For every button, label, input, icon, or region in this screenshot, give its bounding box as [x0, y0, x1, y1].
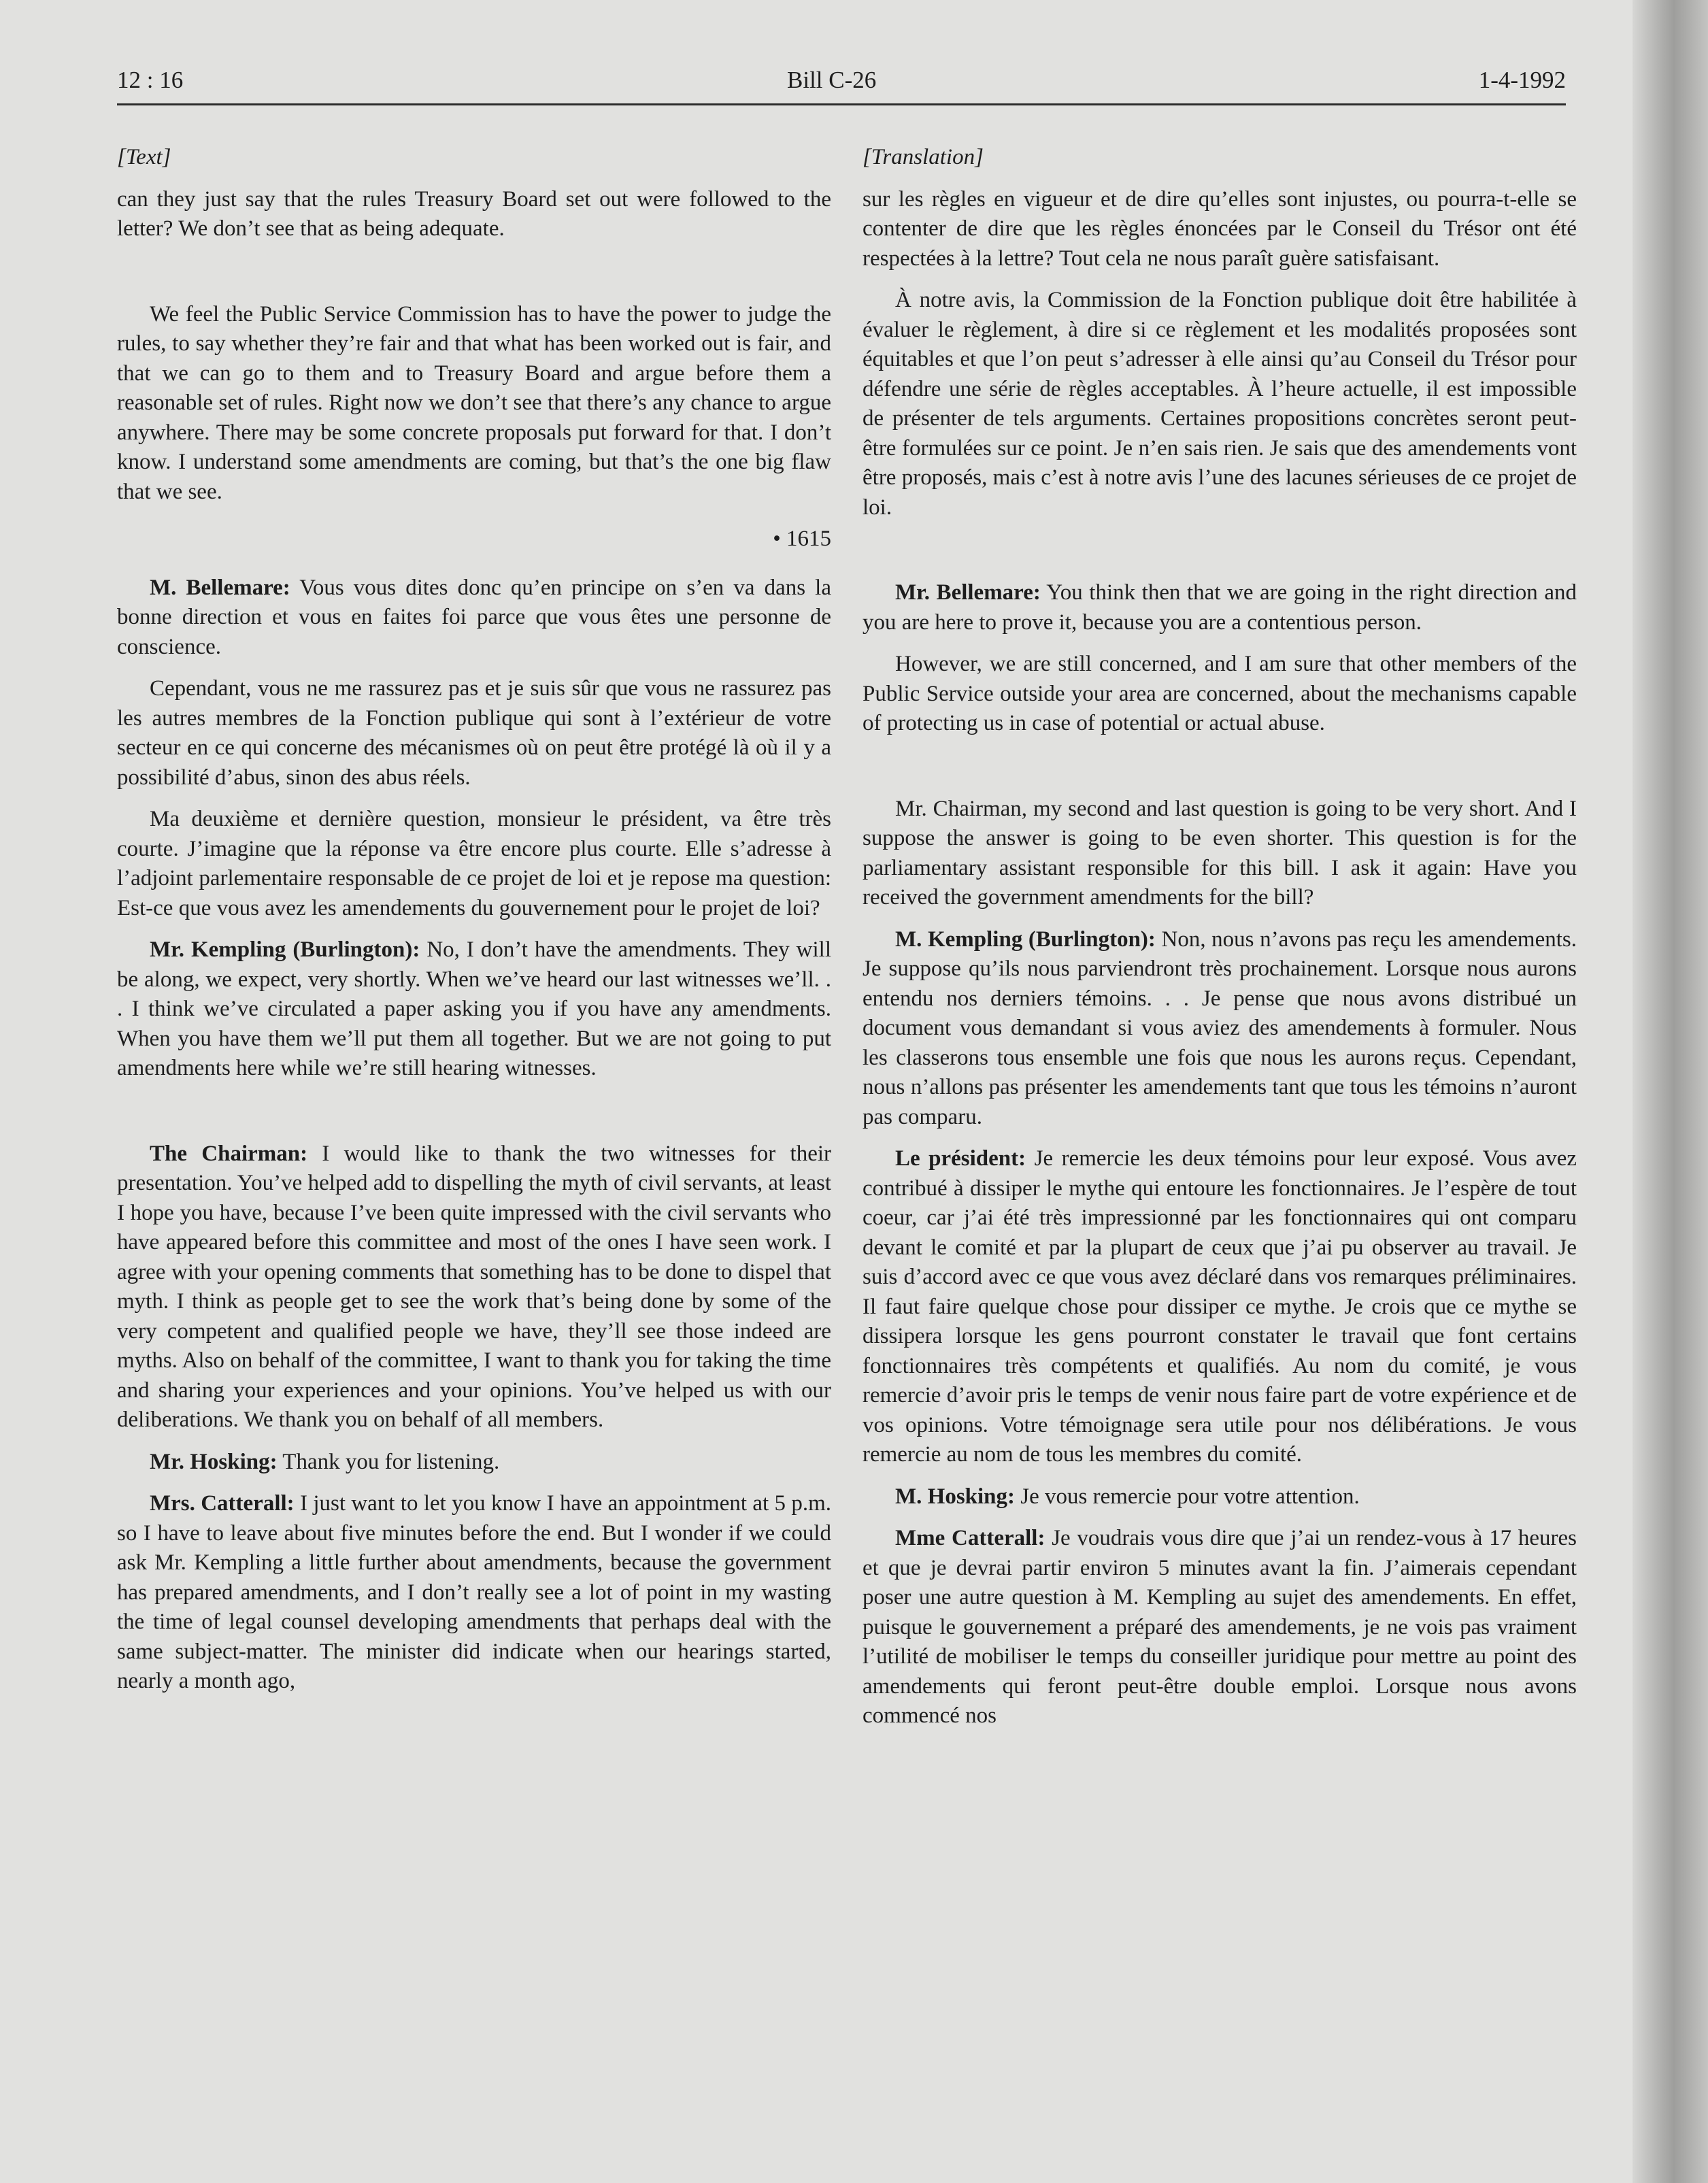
speaker-name: Mr. Kempling (Burlington): — [150, 937, 420, 962]
speaker-name: Mrs. Catterall: — [150, 1491, 295, 1516]
speech-text: No, I don’t have the amendments. They will be along, we expect, very shortly. When we’ve heard our last witnesses we’ll. . . I think we’ve circulated a paper asking you if you have any amendments. When you have them we’ll put them all together. But we are not going to put amendments here while we’re still hearing witnesses. — [117, 937, 832, 1080]
page-date: 1-4-1992 — [1478, 67, 1566, 93]
speech-paragraph — [117, 935, 831, 1084]
speech-paragraph — [117, 1139, 831, 1435]
english-column — [117, 143, 831, 1709]
speech-text: Je vous remercie pour votre attention. — [1020, 1484, 1360, 1509]
paragraph: Mr. Chairman, my second and last question is going to be very short. And I suppose the answer is going to be even shorter. This question is for the parliamentary assistant responsible for this bill. I ask it again: Have you received the government amendments for the bill? — [863, 796, 1577, 910]
paragraph: Cependant, vous ne me rassurez pas et je suis sûr que vous ne rassurez pas les autres membres de la Fonction publique qui sont à l’extérieur de votre secteur en ce qui concerne des mécanismes où on peut être protégé là où il y a possibilité d’abus, sinon des abus réels. — [117, 676, 831, 790]
speaker-name: Le président: — [895, 1146, 1026, 1171]
paragraph: We feel the Public Service Commission has to have the power to judge the rules, to say whether they’re fair and that what has been worked out is fair, and that we can go to them and to Treasury Board and argue before them a reasonable set of rules. Right now we don’t see that there’s any chance to argue anywhere. There may be some concrete proposals put forward for that. I don’t know. I understand some amendments are coming, but that’s the one big flaw that we see. — [117, 301, 831, 504]
speech-text: Vous vous dites donc qu’en principe on s’en va dans la bonne direction et vous en faites foi parce que vous êtes une personne de conscience. — [117, 575, 831, 659]
paragraph: sur les règles en vigueur et de dire qu’elles sont injustes, ou pourra-t-elle se contenter de dire que les règles énoncées par le Conseil du Trésor ont été respectées à la lettre? Tout cela ne nous paraît guère satisfaisant. — [863, 186, 1577, 271]
speaker-name: Mr. Bellemare: — [895, 580, 1041, 605]
paragraph: À notre avis, la Commission de la Fonction publique doit être habilitée à évaluer le règlement, à dire si ce règlement et les modalités proposées sont équitables et que l’on peut s’adresser à elle ainsi qu’au Conseil du Trésor pour défendre une série de règles acceptables. À l’heure actuelle, il est impossible de présenter de tels arguments. Certaines propositions concrètes seront peut-être formulées sur ce point. Je n’en sais rien. Je sais que des amendements vont être proposés, mais c’est à notre avis l’une des lacunes sérieuses de ce projet de loi. — [863, 288, 1577, 520]
speech-text: Non, nous n’avons pas reçu les amendements. Je suppose qu’ils nous parviendront très prochainement. Lorsque nous aurons entendu nos derniers témoins. . . Je pense que nous avons distribué un document vous demandant si vous aviez des amendements à formuler. Nous les classerons tous ensemble une fois que nous les aurons reçus. Cependant, nous n’allons pas présenter les amendements tant que tous les témoins n’auront pas comparu. — [863, 927, 1577, 1129]
speech-text: You think then that we are going in the right direction and you are here to prove it, because you are a contentious person. — [863, 580, 1577, 635]
speech-text: I just want to let you know I have an appointment at 5 p.m. so I have to leave about five minutes before the end. But I wonder if we could ask Mr. Kempling a little further about amendments, because the government has prepared amendments, and I don’t really see a lot of point in my wasting the time of legal counsel developing amendments that perhaps deal with the same subject-matter. The minister did indicate when our hearings started, nearly a month ago, — [117, 1491, 832, 1693]
speech-text: I would like to thank the two witnesses for their presentation. You’ve helped add to dispelling the myth of civil servants, at least I hope you have, because I’ve been quite impressed with the civil servants who have appeared before this committee and most of the ones I have seen work. I agree with your opening comments that something has to be done to dispel that myth. I think as people get to see the work that’s being done by some of the very competent and qualified people we have, they’ll see those indeed are myths. Also on behalf of the committee, I want to thank you for taking the time and sharing your experiences and your opinions. You’ve helped us with our deliberations. We thank you on behalf of all members. — [117, 1141, 832, 1432]
speech-paragraph — [863, 578, 1577, 637]
speaker-name: M. Bellemare: — [150, 575, 290, 600]
page-edge-shadow — [1632, 0, 1708, 2183]
paragraph: can they just say that the rules Treasury Board set out were followed to the letter? We don’t see that as being adequate. — [117, 186, 831, 241]
speech-text: Je remercie les deux témoins pour leur exposé. Vous avez contribué à dissiper le mythe qui entoure les fonctionnaires. Je l’espère de tout coeur, car j’ai été très impressionné par les fonctionnaires qui ont comparu devant le comité et par la plupart de ceux que j’ai pu observer au travail. Je suis d’accord avec ce que vous avez déclaré dans vos remarques préliminaires. Il faut faire quelque chose pour dissiper ce mythe. Je crois que ce mythe se dissipera lorsque les gens pourront constater le travail que font certains fonctionnaires très compétents et qualifiés. Au nom du comité, je vous remercie d’avoir pris le temps de venir nous faire part de votre expérience et de vos opinions. Votre témoignage sera utile pour nos délibérations. Je vous remercie au nom de tous les membres du comité. — [863, 1146, 1577, 1467]
page-header — [117, 63, 1566, 105]
speech-paragraph — [117, 1489, 831, 1697]
speech-paragraph — [863, 925, 1577, 1133]
speech-text: Thank you for listening. — [282, 1449, 500, 1474]
speaker-name: The Chairman: — [150, 1141, 308, 1166]
speech-paragraph — [863, 1144, 1577, 1470]
speech-paragraph — [863, 1482, 1577, 1512]
speaker-name: Mr. Hosking: — [150, 1449, 278, 1474]
speech-paragraph — [863, 1524, 1577, 1731]
speaker-name: M. Kempling (Burlington): — [895, 927, 1156, 952]
translation-tag: [Translation] — [863, 145, 984, 169]
text-tag: [Text] — [117, 145, 171, 169]
time-marker: • 1615 — [773, 527, 831, 551]
page-number: 12 : 16 — [117, 67, 184, 93]
speaker-name: M. Hosking: — [895, 1484, 1016, 1509]
paragraph: Ma deuxième et dernière question, monsieur le président, va être très courte. J’imagine que la réponse va être encore plus courte. Elle s’adresse à l’adjoint parlementaire responsable de ce projet de loi et je repose ma question: Est-ce que vous avez les amendements du gouvernement pour le projet de loi? — [117, 807, 831, 920]
bill-title: Bill C-26 — [787, 67, 877, 93]
speech-paragraph — [117, 1448, 831, 1478]
speech-text: Je voudrais vous dire que j’ai un rendez-vous à 17 heures et que je devrai partir environ 5 minutes avant la fin. J’aimerais cependant poser une autre question à M. Kempling au sujet des amendements. En effet, puisque le gouvernement a préparé des amendements, je ne vois pas vraiment l’utilité de mobiliser le temps du conseiller juridique pour mettre au point des amendements qui feront peut-être double emploi. Lorsque nous avons commencé nos — [863, 1526, 1577, 1728]
speaker-name: Mme Catterall: — [895, 1526, 1045, 1550]
french-column — [863, 143, 1577, 1744]
paragraph: However, we are still concerned, and I am sure that other members of the Public Service outside your area are concerned, about the mechanisms capable of protecting us in case of potential or actual abuse. — [863, 652, 1577, 735]
speech-paragraph — [117, 573, 831, 663]
